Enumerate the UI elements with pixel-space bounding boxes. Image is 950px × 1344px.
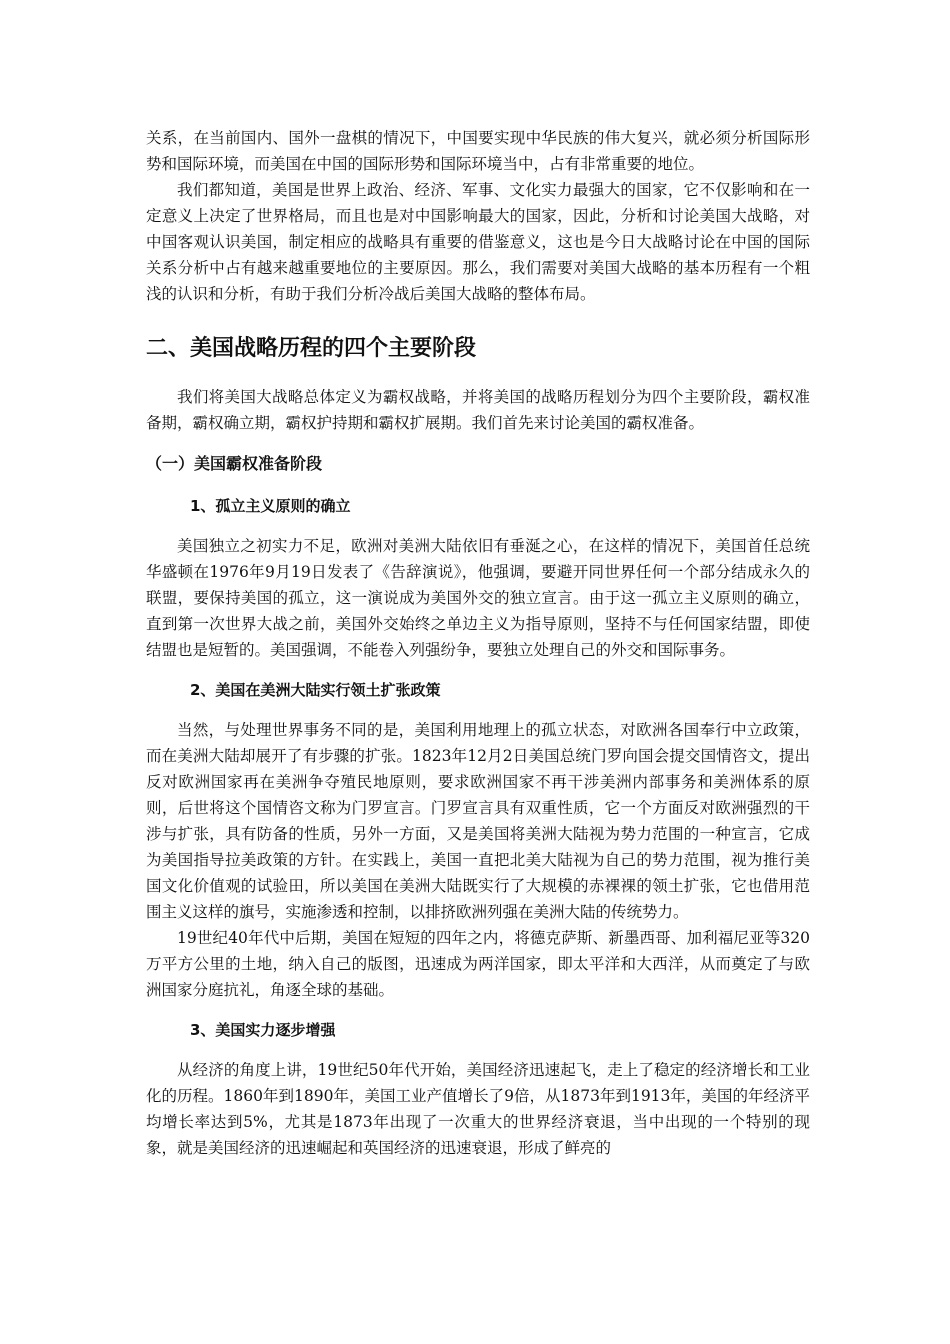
- paragraph-intro-continued: 关系，在当前国内、国外一盘棋的情况下，中国要实现中华民族的伟大复兴，就必须分析国际形势和国际环境，而美国在中国的国际形势和国际环境当中，占有非常重要的地位。: [146, 129, 810, 173]
- document-page: [146, 125, 810, 1161]
- item-heading-strength: 3、美国实力逐步增强: [190, 1021, 336, 1039]
- paragraph-monroe-doctrine: 当然，与处理世界事务不同的是，美国利用地理上的孤立状态，对欧洲各国奉行中立政策，而在美洲大陆却展开了有步骤的扩张。1823年12月2日美国总统门罗向国会提交国情咨文，提出反对欧洲国家再在美洲争夺殖民地原则，要求欧洲国家不再干涉美洲内部事务和美洲体系的原则，后世将这个国情咨文称为门罗宣言。门罗宣言具有双重性质，它一个方面反对欧洲强烈的干涉与扩张，具有防备的性质，另外一方面，又是美国将美洲大陆视为势力范围的一种宣言，它成为美国指导拉美政策的方针。在实践上，美国一直把北美大陆视为自己的势力范围，视为推行美国文化价值观的试验田，所以美国在美洲大陆既实行了大规模的赤裸裸的领土扩张，它也借用范围主义这样的旗号，实施渗透和控制，以排挤欧洲列强在美洲大陆的传统势力。: [146, 721, 810, 921]
- item-heading-expansion: 2、美国在美洲大陆实行领土扩张政策: [190, 681, 441, 699]
- paragraph-economy: 从经济的角度上讲，19世纪50年代开始，美国经济迅速起飞，走上了稳定的经济增长和工业化的历程。1860年到1890年，美国工业产值增长了9倍，从1873年到1913年，美国的年经济平均增长率达到5%，尤其是1873年出现了一次重大的世界经济衰退，当中出现的一个特别的现象，就是美国经济的迅速崛起和英国经济的迅速衰退，形成了鲜亮的: [146, 1061, 810, 1157]
- paragraph-territory: 19世纪40年代中后期，美国在短短的四年之内，将德克萨斯、新墨西哥、加利福尼亚等320万平方公里的土地，纳入自己的版图，迅速成为两洋国家，即太平洋和大西洋，从而奠定了与欧洲国家分庭抗礼，角逐全球的基础。: [146, 929, 810, 999]
- paragraph-isolationism: 美国独立之初实力不足，欧洲对美洲大陆依旧有垂涎之心，在这样的情况下，美国首任总统华盛顿在1976年9月19日发表了《告辞演说》，他强调，要避开同世界任何一个部分结成永久的联盟，要保持美国的孤立，这一演说成为美国外交的独立宣言。由于这一孤立主义原则的确立，直到第一次世界大战之前，美国外交始终之单边主义为指导原则，坚持不与任何国家结盟，即使结盟也是短暂的。美国强调，不能卷入列强纷争，要独立处理自己的外交和国际事务。: [146, 537, 810, 659]
- section-heading: 二、美国战略历程的四个主要阶段: [146, 336, 477, 361]
- paragraph-us-strategy-importance: 我们都知道，美国是世界上政治、经济、军事、文化实力最强大的国家，它不仅影响和在一定意义上决定了世界格局，而且也是对中国影响最大的国家，因此，分析和讨论美国大战略，对中国客观认识美国，制定相应的战略具有重要的借鉴意义，这也是今日大战略讨论在中国的国际关系分析中占有越来越重要地位的主要原因。那么，我们需要对美国大战略的基本历程有一个粗浅的认识和分析，有助于我们分析冷战后美国大战略的整体布局。: [146, 181, 810, 303]
- item-heading-isolationism: 1、孤立主义原则的确立: [190, 497, 351, 515]
- paragraph-hegemony-definition: 我们将美国大战略总体定义为霸权战略，并将美国的战略历程划分为四个主要阶段，霸权准备期，霸权确立期，霸权护持期和霸权扩展期。我们首先来讨论美国的霸权准备。: [146, 388, 810, 432]
- subsection-heading: （一）美国霸权准备阶段: [146, 454, 323, 473]
